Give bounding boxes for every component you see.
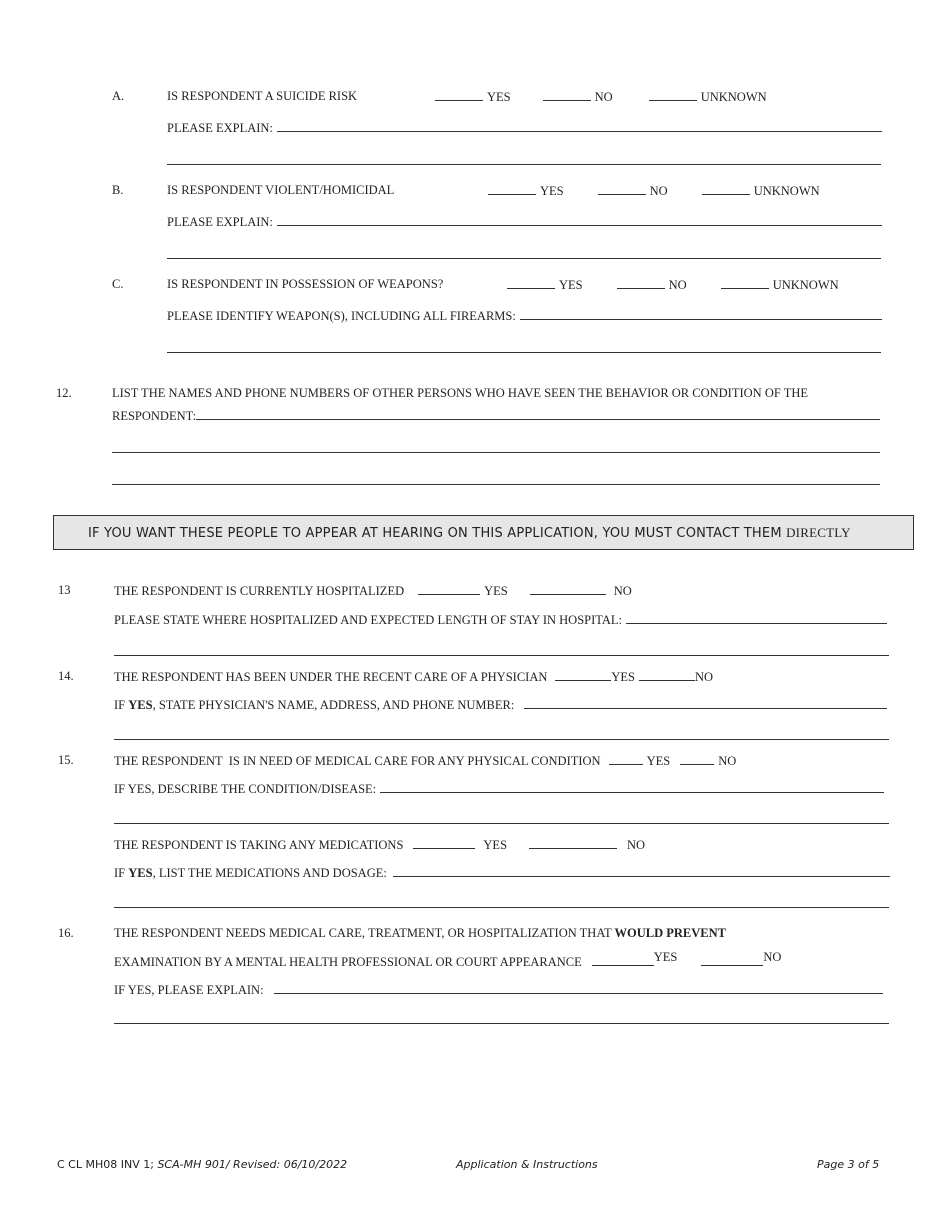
item-16-explain-row: [114, 982, 883, 998]
item-15-followup-row: [114, 781, 884, 797]
item-b-explain-line-2[interactable]: [167, 258, 881, 259]
item-12-respondent-row: [112, 408, 880, 424]
item-14-followup-row: [114, 697, 887, 713]
item-13-followup: PLEASE STATE WHERE HOSPITALIZED AND EXPECTED LENGTH OF STAY IN HOSPITAL:: [114, 613, 623, 627]
item-14-question: THE RESPONDENT HAS BEEN UNDER THE RECENT CARE OF A PHYSICIAN: [114, 670, 548, 684]
item-16-explain-line-2[interactable]: [114, 1023, 889, 1024]
item-13-followup-field[interactable]: [626, 612, 887, 624]
contact-notice-last-word: DIRECTLY: [786, 524, 851, 540]
item-16-yes-label: YES: [653, 950, 678, 964]
item-15-question: THE RESPONDENT IS IN NEED OF MEDICAL CARE FOR ANY PHYSICAL CONDITION: [114, 754, 601, 768]
item-16-explain-label: IF YES, PLEASE EXPLAIN:: [114, 983, 264, 997]
item-15-med-yes-label: YES: [483, 838, 508, 852]
contact-notice-main: IF YOU WANT THESE PEOPLE TO APPEAR AT HEARING ON THIS APPLICATION, YOU MUST CONTACT THEM: [88, 525, 782, 541]
item-15-med-question-row: [114, 837, 645, 853]
item-c-yes-blank[interactable]: [507, 277, 555, 289]
item-a-unknown-blank[interactable]: [649, 89, 697, 101]
item-13-yes-blank[interactable]: [418, 583, 480, 595]
item-15-med-followup: [114, 866, 387, 881]
footer-form-code-plain: C CL MH08 INV 1;: [57, 1158, 154, 1171]
item-c-explain-row: [167, 308, 882, 324]
item-c-letter: C.: [112, 277, 124, 291]
item-c-explain-field[interactable]: [520, 308, 882, 320]
item-14-no-blank[interactable]: [639, 669, 695, 681]
item-a-explain-line-2[interactable]: [167, 164, 881, 165]
item-b-explain-label: PLEASE EXPLAIN:: [167, 215, 273, 229]
item-15-number: 15.: [58, 753, 74, 767]
item-a-explain-field[interactable]: [277, 120, 882, 132]
item-c-no-label: NO: [668, 278, 687, 292]
item-14-question-row: [114, 669, 713, 685]
item-c-no-blank[interactable]: [617, 277, 665, 289]
item-13-no-blank[interactable]: [530, 583, 606, 595]
item-c-explain-line-2[interactable]: [167, 352, 881, 353]
item-16-no-label: NO: [763, 950, 782, 964]
item-b-yes-blank[interactable]: [488, 183, 536, 195]
item-15-med-followup-row: [114, 865, 890, 881]
item-a-unknown-label: UNKNOWN: [700, 90, 767, 104]
item-16-yes-blank[interactable]: [592, 954, 654, 966]
item-15-followup-field[interactable]: [380, 781, 884, 793]
contact-notice-banner: [53, 515, 914, 550]
item-14-followup: [114, 698, 514, 713]
item-a-no-label: NO: [594, 90, 613, 104]
item-15-med-followup-field[interactable]: [393, 865, 890, 877]
contact-notice-text: [88, 525, 851, 541]
item-15-med-yes-blank[interactable]: [413, 837, 475, 849]
item-a-yes-label: YES: [487, 90, 511, 104]
item-15-no-label: NO: [718, 754, 737, 768]
item-16-text-line-1: [114, 926, 726, 941]
item-14-yes-blank[interactable]: [555, 669, 611, 681]
footer-title: Application & Instructions: [456, 1158, 598, 1171]
item-b-no-label: NO: [649, 184, 668, 198]
item-15-question-row: [114, 753, 736, 769]
item-a-letter: A.: [112, 89, 125, 103]
item-15-med-no-label: NO: [627, 838, 646, 852]
item-15-no-blank[interactable]: [680, 753, 714, 765]
item-14-followup-line-2[interactable]: [114, 739, 889, 740]
item-b-unknown-label: UNKNOWN: [753, 184, 820, 198]
item-13-question: THE RESPONDENT IS CURRENTLY HOSPITALIZED: [114, 584, 405, 598]
item-14-yes-label: YES: [611, 670, 635, 684]
item-16-text-part1: THE RESPONDENT NEEDS MEDICAL CARE, TREATMENT, OR HOSPITALIZATION THAT: [114, 926, 612, 940]
item-b-options: [488, 183, 820, 199]
item-13-question-row: [114, 583, 632, 599]
item-12-text-line-1: LIST THE NAMES AND PHONE NUMBERS OF OTHER PERSONS WHO HAVE SEEN THE BEHAVIOR OR CONDITION OF THE: [112, 386, 809, 400]
item-15-med-prefix: IF: [114, 866, 126, 880]
item-15-med-question: THE RESPONDENT IS TAKING ANY MEDICATIONS: [114, 838, 404, 852]
item-c-question: IS RESPONDENT IN POSSESSION OF WEAPONS?: [167, 277, 444, 291]
item-c-unknown-blank[interactable]: [721, 277, 769, 289]
item-c-unknown-label: UNKNOWN: [772, 278, 839, 292]
item-12-text-line-2: RESPONDENT:: [112, 409, 197, 423]
footer-page-number: Page 3 of 5: [817, 1158, 880, 1171]
item-15-followup-line-2[interactable]: [114, 823, 889, 824]
item-16-text-line-2: EXAMINATION BY A MENTAL HEALTH PROFESSIONAL OR COURT APPEARANCE: [114, 955, 582, 969]
item-16-no-blank[interactable]: [701, 954, 763, 966]
item-c-yes-label: YES: [559, 278, 583, 292]
item-16-line-2-row: [114, 950, 782, 970]
item-c-options: [507, 277, 839, 293]
item-c-explain-label: PLEASE IDENTIFY WEAPON(S), INCLUDING ALL FIREARMS:: [167, 309, 516, 323]
item-14-followup-rest: , STATE PHYSICIAN'S NAME, ADDRESS, AND PHONE NUMBER:: [152, 698, 515, 712]
item-a-explain-row: [167, 120, 882, 136]
item-a-question: IS RESPONDENT A SUICIDE RISK: [167, 89, 358, 103]
item-a-no-blank[interactable]: [543, 89, 591, 101]
item-13-no-label: NO: [613, 584, 632, 598]
item-13-number: 13: [58, 583, 71, 597]
item-13-followup-line-2[interactable]: [114, 655, 889, 656]
item-b-yes-label: YES: [540, 184, 564, 198]
item-15-med-no-blank[interactable]: [529, 837, 617, 849]
item-b-explain-row: [167, 214, 882, 230]
item-12-number: 12.: [56, 386, 72, 400]
item-b-explain-field[interactable]: [277, 214, 882, 226]
item-15-yes-blank[interactable]: [609, 753, 643, 765]
item-13-followup-row: [114, 612, 887, 628]
footer-form-code-italic: SCA-MH 901/ Revised: 06/10/2022: [157, 1158, 348, 1171]
item-12-field-2[interactable]: [112, 452, 880, 453]
item-14-followup-prefix: IF: [114, 698, 126, 712]
item-b-unknown-blank[interactable]: [702, 183, 750, 195]
item-12-field-3[interactable]: [112, 484, 880, 485]
item-b-letter: B.: [112, 183, 124, 197]
item-12-field-1[interactable]: [196, 408, 880, 420]
item-15-med-rest: , LIST THE MEDICATIONS AND DOSAGE:: [152, 866, 387, 880]
item-15-followup: IF YES, DESCRIBE THE CONDITION/DISEASE:: [114, 782, 377, 796]
footer-form-code: [57, 1158, 347, 1171]
item-15-med-followup-line-2[interactable]: [114, 907, 889, 908]
item-a-question-row: [167, 89, 357, 104]
item-14-no-label: NO: [695, 670, 714, 684]
item-14-followup-field[interactable]: [524, 697, 887, 709]
item-13-yes-label: YES: [484, 584, 508, 598]
item-15-med-bold: YES: [128, 866, 153, 880]
item-b-no-blank[interactable]: [598, 183, 646, 195]
item-b-question: IS RESPONDENT VIOLENT/HOMICIDAL: [167, 183, 395, 197]
item-a-explain-label: PLEASE EXPLAIN:: [167, 121, 273, 135]
item-a-yes-blank[interactable]: [435, 89, 483, 101]
item-14-followup-bold: YES: [128, 698, 153, 712]
item-15-yes-label: YES: [646, 754, 671, 768]
item-16-number: 16.: [58, 926, 74, 940]
item-16-explain-field[interactable]: [274, 982, 883, 994]
item-16-text-bold: WOULD PREVENT: [614, 926, 726, 940]
item-a-options: [435, 89, 767, 105]
item-14-number: 14.: [58, 669, 74, 683]
